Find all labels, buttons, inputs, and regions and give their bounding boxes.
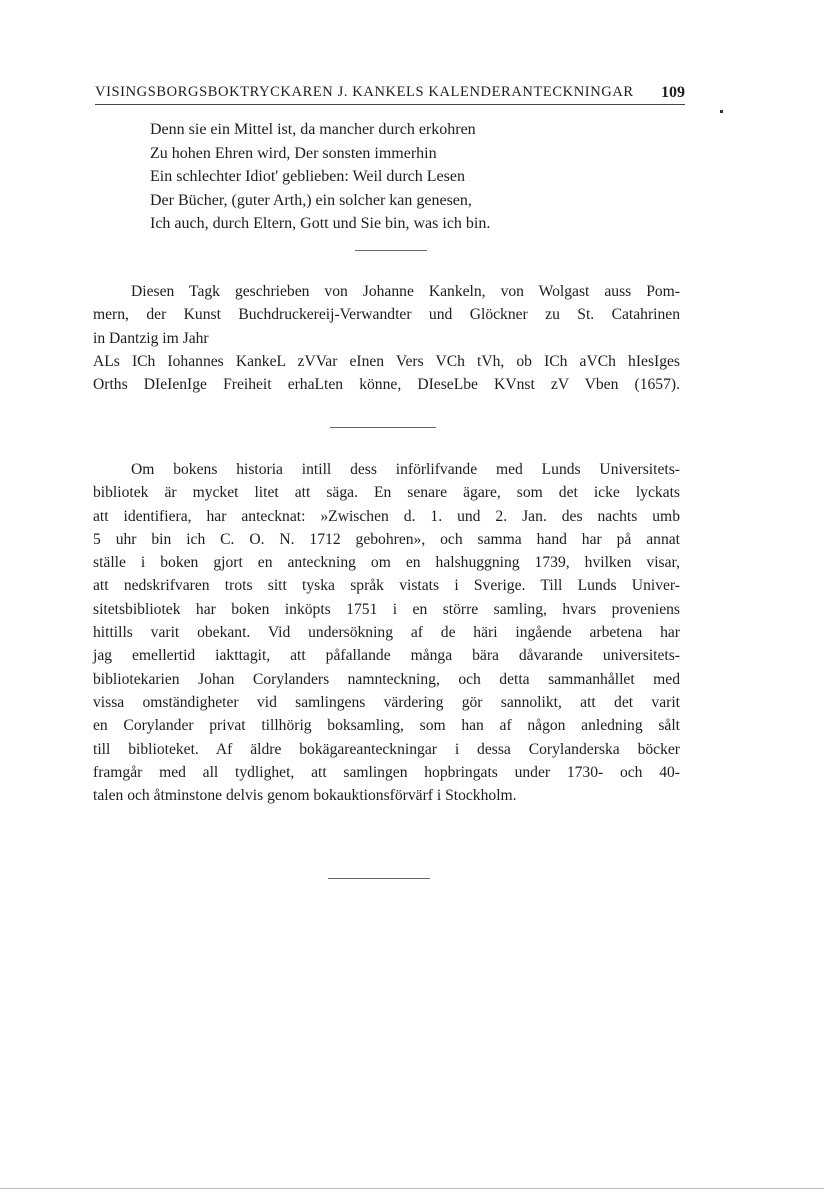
text-line: att identifiera, har antecknat: »Zwischen d. 1. und 2. Jan. des nachts umb [93, 507, 680, 525]
scan-speck [720, 110, 723, 113]
text-line: in Dantzig im Jahr [93, 329, 209, 347]
scan-edge [0, 1188, 824, 1189]
poem-line: Zu hohen Ehren wird, Der sonsten immerhin [150, 144, 437, 162]
text-line: att nedskrifvaren trots sitt tyska språk vistats i Sverige. Till Lunds Univer- [93, 577, 680, 595]
colophon-paragraph [93, 280, 680, 396]
text-line: framgår med all tydlighet, att samlingen hopbringats under 1730- och 40- [93, 763, 680, 781]
section-divider [355, 250, 427, 251]
text-line: mern, der Kunst Buchdruckereij-Verwandter und Glöckner zu St. Catahrinen [93, 306, 680, 324]
text-line: sitetsbibliotek har boken inköpts 1751 i en större samling, hvars proveniens [93, 600, 680, 618]
text-line: talen och åtminstone delvis genom bokauktionsförvärf i Stockholm. [93, 787, 517, 805]
text-line: 5 uhr bin ich C. O. N. 1712 gebohren», och samma hand har på annat [93, 530, 680, 548]
text-line: hittills varit obekant. Vid undersökning af de häri ingående arbetena har [93, 624, 680, 642]
section-divider [330, 427, 436, 428]
text-line: en Corylander privat tillhörig boksamling, som han af någon anledning sålt [93, 717, 680, 735]
text-line: bibliotek är mycket litet att säga. En senare ägare, som det icke lyckats [93, 484, 680, 502]
text-line: Diesen Tagk geschrieben von Johanne Kankeln, von Wolgast auss Pom- [131, 283, 680, 300]
poem-line: Ein schlechter Idiot' geblieben: Weil durch Lesen [150, 168, 465, 185]
section-divider [328, 878, 430, 879]
poem-line: Der Bücher, (guter Arth,) ein solcher kan genesen, [150, 191, 472, 209]
commentary-paragraph [93, 458, 680, 807]
running-title: VISINGSBORGSBOKTRYCKAREN J. KANKELS KALENDERANTECKNINGAR [95, 84, 634, 100]
text-line: ställe i boken gjort en anteckning om en halshuggning 1739, hvilken visar, [93, 554, 680, 572]
text-line: ALs ICh Iohannes KankeL zVVar eInen Vers VCh tVh, ob ICh aVCh hIesIges [93, 352, 680, 370]
text-line: till biblioteket. Af äldre bokägareanteckningar i dessa Corylanderska böcker [93, 740, 680, 758]
page-number: 109 [661, 84, 685, 101]
poem-stanza [150, 118, 630, 236]
poem-line: Ich auch, durch Eltern, Gott und Sie bin, was ich bin. [150, 215, 491, 232]
text-line: jag emellertid iakttagit, att påfallande många bära dåvarande universitets- [93, 647, 680, 665]
poem-line: Denn sie ein Mittel ist, da mancher durch erkohren [150, 121, 476, 138]
text-line: bibliotekarien Johan Corylanders namnteckning, och detta sammanhållet med [93, 670, 680, 688]
text-line: Orths DIeIenIge Freiheit erhaLten könne, DIeseLbe KVnst zV Vben (1657). [93, 376, 680, 394]
running-header [95, 84, 685, 105]
text-line: vissa omständigheter vid samlingens värdering gör sannolikt, att det varit [93, 693, 680, 711]
text-line: Om bokens historia intill dess införlifvande med Lunds Universitets- [131, 461, 680, 478]
